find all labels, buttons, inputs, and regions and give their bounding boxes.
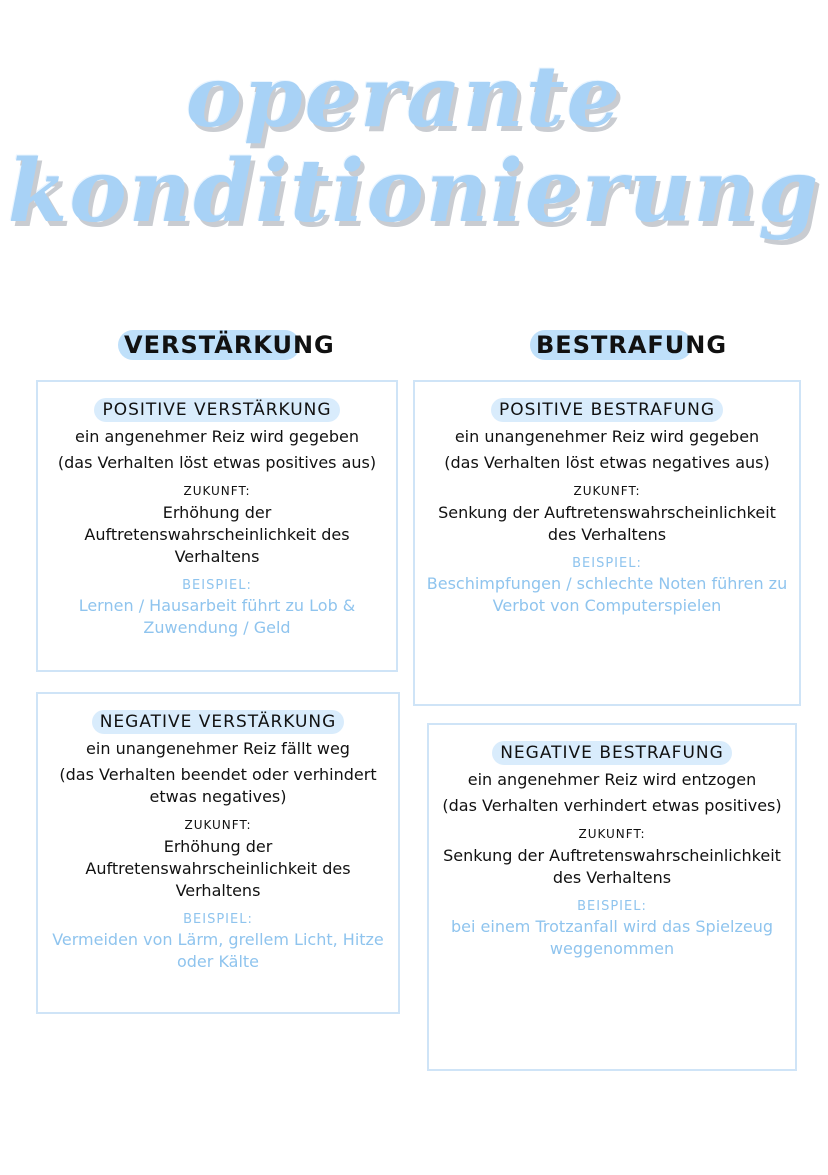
page-title — [0, 47, 828, 242]
future-label: ZUKUNFT: — [578, 827, 646, 841]
example-text: bei einem Trotzanfall wird das Spielzeug weggenommen — [451, 917, 773, 958]
future-text: Senkung der Auftretenswahrscheinlichkeit des Verhaltens — [443, 846, 781, 887]
example-label: BEISPIEL: — [572, 556, 642, 571]
title-line-1: operante — [185, 47, 623, 146]
card-behavior-note: (das Verhalten löst etwas positives aus) — [57, 453, 377, 472]
example-label: BEISPIEL: — [183, 912, 253, 927]
example-label: BEISPIEL: — [182, 578, 252, 593]
example-text: Lernen / Hausarbeit führt zu Lob & Zuwendung / Geld — [78, 596, 356, 637]
card-positive-verstaerkung — [36, 380, 398, 672]
future-text: Erhöhung der Auftretenswahrscheinlichkeit des Verhaltens — [85, 837, 351, 900]
future-label: ZUKUNFT: — [184, 818, 252, 832]
future-text: Erhöhung der Auftretenswahrscheinlichkeit des Verhaltens — [84, 503, 350, 566]
future-label: ZUKUNFT: — [183, 484, 251, 498]
column-heading-bestrafung: BESTRAFUNG — [530, 330, 692, 360]
card-behavior-note: (das Verhalten verhindert etwas positives) — [442, 796, 782, 815]
card-title: POSITIVE VERSTÄRKUNG — [94, 398, 339, 422]
card-description: ein unangenehmer Reiz fällt weg — [86, 739, 350, 758]
card-negative-bestrafung — [427, 723, 797, 1071]
future-label: ZUKUNFT: — [573, 484, 641, 498]
column-heading-verstaerkung: VERSTÄRKUNG — [118, 330, 300, 360]
card-behavior-note: (das Verhalten löst etwas negatives aus) — [444, 453, 770, 472]
card-description: ein angenehmer Reiz wird gegeben — [74, 427, 360, 446]
title-line-2: konditionierung — [7, 141, 821, 242]
card-negative-verstaerkung — [36, 692, 400, 1014]
card-description: ein angenehmer Reiz wird entzogen — [467, 770, 757, 789]
example-text: Beschimpfungen / schlechte Noten führen zu Verbot von Computerspielen — [426, 574, 788, 615]
future-text: Senkung der Auftretenswahrscheinlichkeit des Verhaltens — [438, 503, 776, 544]
card-description: ein unangenehmer Reiz wird gegeben — [454, 427, 760, 446]
card-title: NEGATIVE BESTRAFUNG — [492, 741, 732, 765]
example-text: Vermeiden von Lärm, grellem Licht, Hitze oder Kälte — [52, 930, 384, 971]
card-positive-bestrafung — [413, 380, 801, 706]
example-label: BEISPIEL: — [577, 899, 647, 914]
card-behavior-note: (das Verhalten beendet oder verhindert etwas negatives) — [59, 765, 377, 806]
card-title: POSITIVE BESTRAFUNG — [491, 398, 723, 422]
card-title: NEGATIVE VERSTÄRKUNG — [92, 710, 345, 734]
